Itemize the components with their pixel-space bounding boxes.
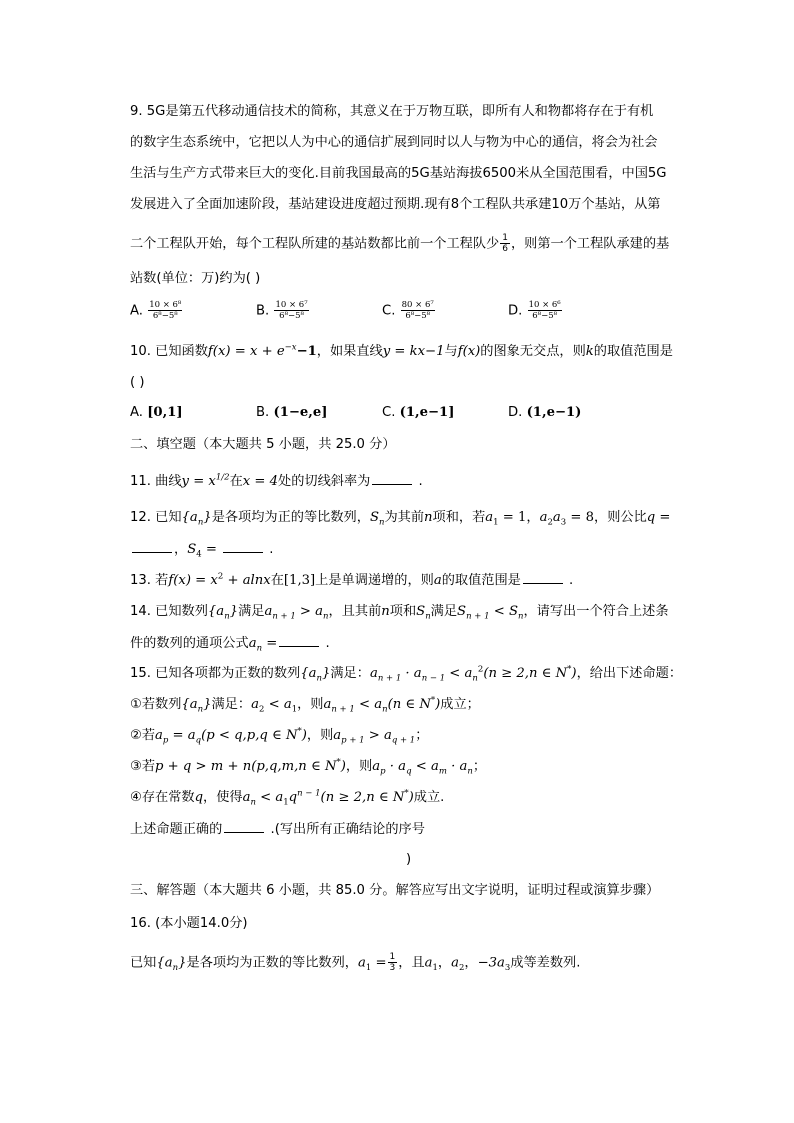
q15-line1: 15. 已知各项都为正数的数列$\{a_n\}$满足：$a_{n + 1} \cdot a_{n - 1} < a_n^2(n \ge 2,n$ ∈ N*)，给出下述命题：: [130, 664, 683, 684]
q14-line1: 14. 已知数列$\{a_n\}$满足$a_{n + 1} > a_n$，且其前n项和$S_n$满足$S_{n + 1} < S_n$，请写出一个符合上述条: [130, 604, 669, 622]
q9-line5: [130, 233, 669, 254]
section-3-heading: 三、解答题（本大题共 6 小题，共 85.0 分。解答应写出文字说明，证明过程或演算步骤）: [130, 883, 660, 898]
q15-answer-blank[interactable]: [224, 820, 264, 833]
q15-proposition-2: ②若$a_p = a_q(p < q,p,q$ ∈ N*)，则$a_{p + 1} > a_{q + 1}$；: [130, 726, 429, 746]
q15-proposition-4: ④存在常数q，使得$a_n < a_1q^{n - 1}(n \ge 2,n$ ∈ N*)成立.: [130, 788, 445, 808]
section-2-heading: 二、填空题（本大题共 5 小题，共 25.0 分）: [130, 437, 396, 452]
q12-line1: 12. 已知$\{a_n\}$是各项均为正的等比数列，$S_n$为其前n项和，若$a_1 = 1$，$a_2a_3 = 8$，则公比q =: [130, 510, 671, 528]
q10-option-a: A. [0,1]: [130, 405, 183, 420]
q12-line2: ，$S_4$ = .: [130, 540, 273, 559]
q9-line1: 9. 5G是第五代移动通信技术的简称，其意义在于万物互联，即所有人和物都将存在于有机: [130, 104, 654, 119]
q9-option-a: A. $\frac{\text{10 × 6⁸}}{\text{6⁸−5⁸}}$: [130, 300, 182, 321]
q11-line: 11. 曲线$y = x^{1/2}$在x = 4处的切线斜率为 .: [130, 472, 423, 489]
q9-line6: 站数(单位：万)约为( ): [130, 271, 261, 286]
q9-option-c: C. $\frac{\text{80 × 6⁷}}{\text{6⁸−5⁸}}$: [382, 300, 434, 321]
q9-line2: 的数字生态系统中，它把以人为中心的通信扩展到同时以人与物为中心的通信，将会为社会: [130, 135, 658, 150]
q15-closing-paren: ): [406, 852, 412, 867]
q10-line1: 10. 已知函数$f(x) = x + e^{-x}-1$，如果直线y = kx−1与f(x)的图象无交点，则k的取值范围是: [130, 342, 673, 359]
q9-option-d: D. $\frac{\text{10 × 6⁶}}{\text{6⁸−5⁸}}$: [508, 300, 561, 321]
q12-answer-blank-1[interactable]: [132, 540, 172, 553]
q13-answer-blank[interactable]: [523, 571, 563, 584]
q15-proposition-3: ③若p + q > m + n(p,q,m,n ∈ N*)，则$a_p \cdot a_q < a_m \cdot a_n$；: [130, 757, 486, 777]
q9-line4: 发展进入了全面加速阶段，基站建设进度超过预期.现有8个工程队共承建10万个基站，从第: [130, 197, 661, 212]
q10-option-b: B. (1−e,e]: [256, 405, 328, 420]
q9-fraction: $\frac{1}{6}$: [502, 233, 508, 254]
q13-line: 13. 若$f(x) = x^2 + alnx$在[1,3]上是单调递增的，则a的取值范围是 .: [130, 571, 574, 588]
q15-proposition-1: ①若数列$\{a_n\}$满足：$a_2 < a_1$，则$a_{n + 1} < a_n(n$ ∈ N*)成立；: [130, 695, 480, 715]
q15-answer-line: 上述命题正确的 .(写出所有正确结论的序号: [130, 822, 425, 837]
q10-line2: ( ): [130, 375, 145, 390]
q9-line5-text-a: 二个工程队开始，每个工程队所建的基站数都比前一个工程队少: [130, 236, 500, 252]
q16-heading: 16. (本小题14.0分): [130, 916, 248, 931]
q14-answer-blank[interactable]: [279, 634, 319, 647]
q10-option-c: C. (1,e−1]: [382, 405, 455, 420]
q10-option-d: D. (1,e−1): [508, 405, 582, 420]
q16-fraction: $\frac{1}{3}$: [389, 952, 396, 973]
q16-statement: 已知$\{a_n\}$是各项均为正数的等比数列，$a_1$ = $\frac{1}{3}$ ，且$a_1$，$a_2$，$-3a_3$成等差数列.: [130, 952, 581, 974]
q14-line2: 件的数列的通项公式$a_n$ = .: [130, 636, 330, 654]
q9-line3: 生活与生产方式带来巨大的变化.目前我国最高的5G基站海拔6500米从全国范围看，中国5G: [130, 166, 667, 181]
q9-line5-text-b: ，则第一个工程队承建的基: [510, 236, 670, 252]
q11-answer-blank[interactable]: [372, 472, 412, 485]
q9-option-b: B. $\frac{\text{10 × 6⁷}}{\text{6⁸−5⁸}}$: [256, 300, 308, 321]
q12-answer-blank-2[interactable]: [223, 540, 263, 553]
